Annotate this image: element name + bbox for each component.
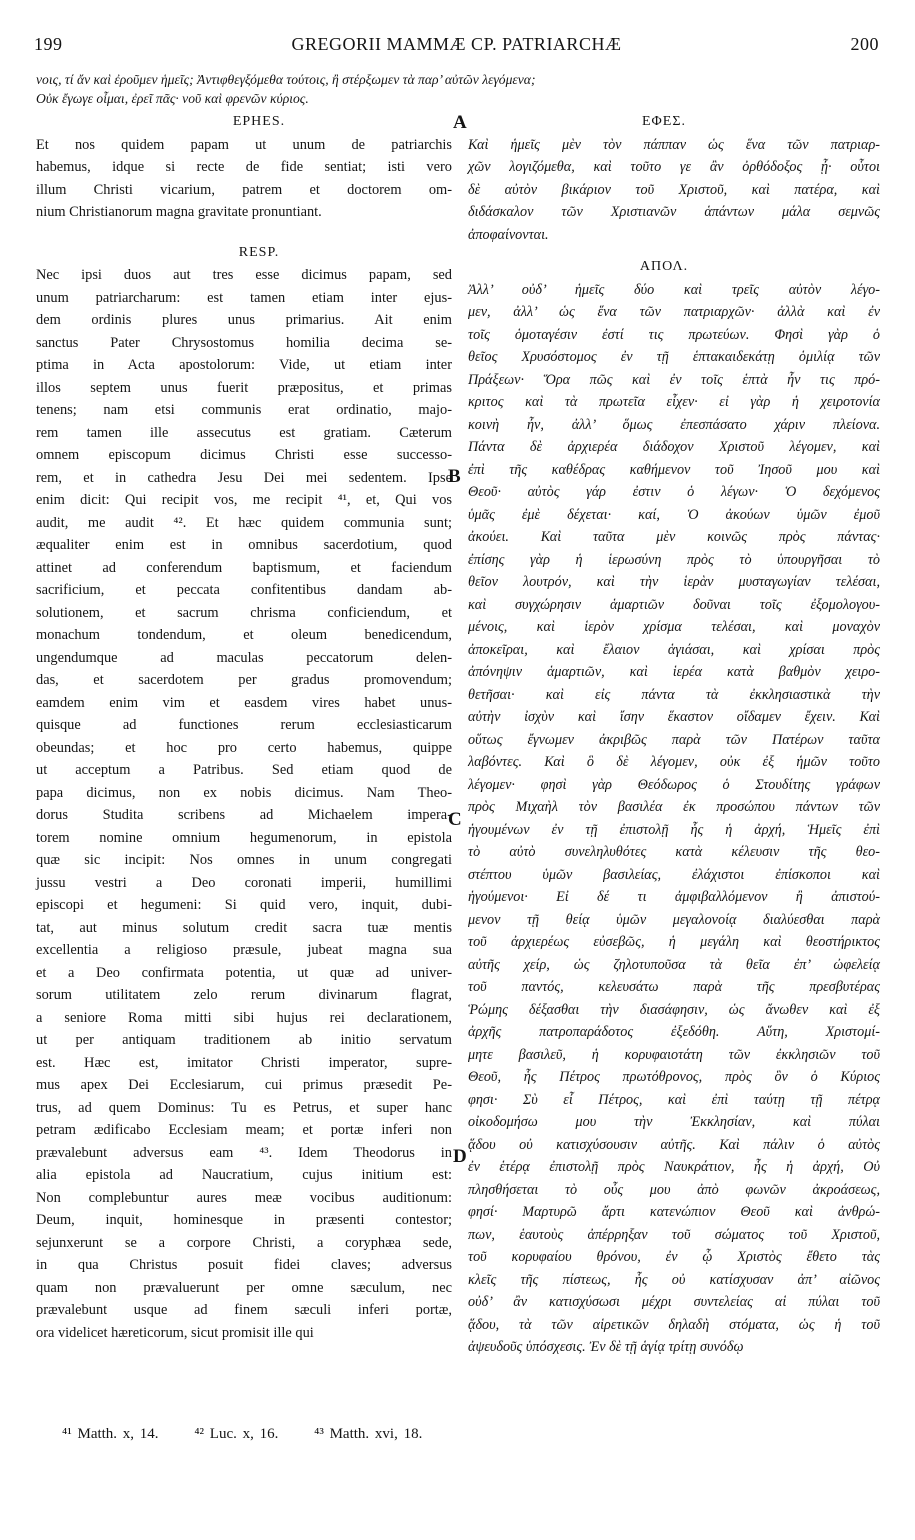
ephes-paragraph-greek [468,134,880,247]
section-heading-ephes-greek: ΕΦΕΣ. [642,114,686,129]
text-line: rem tamen ille assecutus est gratiam. Cæterum [36,424,452,441]
text-line: in qua Christus posuit fidei claves; adversus [36,1257,452,1273]
margin-letter-a: A [453,112,467,133]
text-line: prævalebunt adversus eam ⁴³. Idem Theodorus in [36,1144,452,1161]
text-line: λαβόντες. Καὶ ὃ δὲ λέγομεν, οὐκ ἐξ ἡμῶν τοῦτο [468,754,880,770]
text-line: ᾅδου οὐ κατισχύσουσιν αὐτῆς. Καὶ πάλιν ὁ αὐτὸς [468,1136,880,1153]
text-line: attinet ad conferendum baptismum, et faciendum [36,559,452,576]
text-line: et a Deo confirmata potentia, ut quæ ad univer- [36,964,452,981]
text-line: quæ sic incipit: Nos omnes in unum congregati [36,852,452,868]
text-line: δὲ αὐτὸν βικάριον τοῦ Χριστοῦ, καὶ πατέρα, καὶ [468,181,880,198]
text-line: μενον τῇ θείᾳ ὑμῶν μεγαλονοίᾳ διαλύεσθαι παρὰ [468,911,880,928]
text-line: obeundas; et hoc pro certo habemus, quippe [36,739,452,756]
margin-letter-c: C [448,809,462,830]
text-line: οἰκοδομήσω μου τὴν Ἐκκλησίαν, καὶ πύλαι [468,1114,880,1130]
ephes-paragraph-latin [36,134,452,224]
footnote: ⁴¹ Matth. x, 14. [62,1426,159,1442]
text-line: στέπτου ὑμῶν βασιλείας, ἐλάχιστοι ἐπίσκοποι καὶ [468,866,880,883]
text-line: ᾅδου, τὰ τῶν αἱρετικῶν δηλαδὴ στόματα, ὡς ἡ τοῦ [468,1316,880,1333]
text-line: χῶν λογιζόμεθα, καὶ τοῦτο γε ἂν ὀρθόδοξος ᾖ· οὗτοι [468,159,880,175]
text-line: αὐτῆς χείρ, ὡς ζηλοτυποῦσα τὰ θεῖα ἐπ’ ὠφελείᾳ [468,956,880,973]
text-line: θεῖος Χρυσόστομος ἐν τῇ ἑπτακαιδεκάτῃ ὁμιλίᾳ τῶν [468,349,880,365]
text-line: est. Hæc est, imitator Christi imperator, supre- [36,1054,452,1071]
page-number-right: 200 [850,34,879,54]
text-line: petram ædificabo Ecclesiam meam; et portæ inferi non [36,1122,452,1138]
text-line: Non complebuntur aures meæ vocibus auditionum: [36,1189,452,1206]
text-line: κριτος καὶ τὰ πρωτεῖα εἶχεν· εἰ γὰρ ἡ χειροτονία [468,394,880,410]
text-line: ἐν ἑτέρᾳ ἐπιστολῇ πρὸς Ναυκράτιον, ἧς ἡ ἀρχή, Οὐ [468,1159,880,1175]
text-line: tat, aut minus solutum credit sacra tuæ mentis [36,919,452,936]
text-line: Ἀλλ’ οὐδ’ ἡμεῖς δύο καὶ τρεῖς αὐτὸν λέγο- [468,281,880,298]
text-line: a seniore Roma mitti sibi hujus rei declarationem, [36,1009,452,1026]
text-line: ut acceptum a Patribus. Sed etiam quod de [36,762,452,778]
text-line: οὐδ’ ἂν κατισχύσωσι μέχρι συντελείας αἱ πύλαι τοῦ [468,1294,880,1310]
text-line: νοις, τί ἄν καὶ ἐροῦμεν ἡμεῖς; Ἀντιφθεγξόμεθα τούτοις, ἢ στέρξωμεν τὰ παρ’ αὐτῶν λεγόμενα; [36,72,536,87]
text-line: æqualiter enim est in omnibus sacerdotium, quod [36,537,452,553]
text-line: ungendumque ad maculas peccatorum delen- [36,649,452,666]
text-line: ptima in Acta apostolorum: Vide, ut etiam inter [36,357,452,373]
text-line: dorus Studita scribens ad Michaelem impera- [36,807,452,823]
text-line: φησί· Μαρτυρῶ ἄρτι κατενώπιον Θεοῦ καὶ ἀνθρώ- [468,1204,880,1220]
footnotes [62,1426,762,1443]
margin-letter-d: D [453,1146,467,1167]
text-line: nium Christianorum magna gravitate pronuntiant. [36,204,322,220]
text-line: ut per antiquam traditionem ab initio servatum [36,1032,452,1048]
section-heading-ephes: EPHES. [232,114,286,129]
text-line: solutionem, et sacrum chrisma conficiendum, et [36,604,452,621]
text-line: sacrificium, et peccata confitentibus dandam ab- [36,582,452,598]
text-line: τοῦ ἀρχιερέως εὐσεβῶς, ἡ μεγάλη καὶ θεοστήρικτος [468,934,880,950]
section-heading-resp: RESP. [238,244,280,260]
text-line: omnem episcopum dicimus Christi esse successo- [36,447,452,463]
text-line: φησι· Σὺ εἶ Πέτρος, καὶ ἐπὶ ταύτῃ τῇ πέτρᾳ [468,1091,880,1108]
text-line: τοῦ παντός, κελευσάτω παρὰ τῆς πρεσβυτέρας [468,979,880,995]
text-line: unum patriarcharum: est tamen etiam inter ejus- [36,289,452,306]
text-line: illum Christi vicarium, patrem et doctorem om- [36,181,452,198]
text-line: Πράξεων· Ὅρα πῶς καὶ ἐν τοῖς ἑπτὰ ἦν τις πρό- [468,371,880,388]
text-line: διδάσκαλον τῶν Χριστιανῶν ἁπάντων μάλα σεμνῶς [468,204,880,220]
page-number-left: 199 [34,34,63,54]
text-line: Nec ipsi duos aut tres esse dicimus papam, sed [36,267,452,283]
text-line: monachum tondendum, et oleum benedicendum, [36,627,452,643]
text-line: Θεοῦ, ἧς Πέτρος πρωτόθρονος, πρὸς ὃν ὁ Κύριος [468,1069,880,1085]
text-line: ἀποφαίνονται. [468,226,549,243]
text-line: sejunxerunt se a corpore Christi, a coryphæa sede, [36,1234,452,1251]
text-line: sanctus Pater Chrysostomus homilia decima se- [36,334,452,351]
text-line: excellentia a religioso præsule, jubeat magna sua [36,942,452,958]
text-line: τὸ αὐτὸ συνεληλυθότες κατὰ κέλευσιν τῆς θεο- [468,844,880,860]
text-line: Ῥώμης δέξασθαι τὴν διασάφησιν, ὡς ἄνωθεν καὶ ἐξ [468,1001,880,1018]
resp-paragraph-latin [36,264,452,1344]
text-line: habemus, idque si recte de fide sentiat; isti vero [36,159,452,175]
text-line: eamdem enim vim et easdem vires habet unus- [36,694,452,711]
margin-letter-b: B [448,466,461,487]
text-line: πλησθήσεται τὸ οὖς μου ἀπὸ φωνῶν ἀκροάσεως, [468,1181,880,1198]
text-line: rem, et in cathedra Jesu Dei mei sedentem. Ipse [36,469,452,486]
text-line: dem ordinis plures unus primarius. Ait enim [36,312,452,328]
text-line: Καὶ ἡμεῖς μὲν τὸν πάππαν ὡς ἕνα τῶν πατριαρ- [468,136,880,153]
text-line: ora videlicet hæreticorum, sicut promisit ille qui [36,1324,314,1341]
text-line: τοῦ κορυφαίου θρόνου, ἐν ᾧ Χριστὸς ἔθετο τὰς [468,1249,880,1265]
text-line: μένοις, καὶ ἱερὸν χρίσμα τελέσαι, καὶ μοναχὸν [468,619,880,635]
text-line: μητε βασιλεῦ, ἡ κορυφαιοτάτη τῶν ἐκκλησιῶν τοῦ [468,1046,880,1063]
text-line: sorum utilitatem zelo rerum divinarum flagrat, [36,987,452,1003]
text-line: ἐπὶ τῆς καθέδρας καθήμενον τοῦ Ἰησοῦ μου καὶ [468,461,880,478]
text-line: λέγομεν· φησὶ γὰρ Θεόδωρος ὁ Στουδίτης γράφων [468,776,880,793]
text-line: καὶ συγχώρησιν ἁμαρτιῶν δοῦναι τοῖς ἐξομολογου- [468,596,880,613]
footnote: ⁴³ Matth. xvi, 18. [314,1426,423,1442]
latin-column [36,111,452,1344]
text-line: episcopi et hegumeni: Si quid vero, inquit, dubi- [36,897,452,913]
greek-column [468,111,880,1359]
section-heading-apol: ΑΠΟΛ. [639,259,689,274]
text-line: audit, me audit ⁴². Et hæc quidem communia sunt; [36,514,452,531]
text-line: ἀψευδοῦς ὑπόσχεσις. Ἐν δὲ τῇ ἁγίᾳ τρίτῃ συνόδῳ [468,1339,744,1355]
text-line: mus apex Dei Ecclesiarum, cui primus præsedit Pe- [36,1077,452,1093]
apol-paragraph-greek [468,279,880,1359]
text-line: trus, ad quem Dominus: Tu es Petrus, et super hanc [36,1099,452,1116]
text-line: prævalebunt usque ad finem sæculi inferi portæ, [36,1302,452,1318]
text-line: ἐπίσης γὰρ ἡ ἱερωσύνη πρὸς τὸ ὑπουργῆσαι τὸ [468,551,880,568]
running-head [34,34,879,60]
running-title: GREGORII MAMMÆ CP. PATRIARCHÆ [291,34,622,54]
text-line: πρὸς Μιχαὴλ τὸν βασιλέα ἐκ προσώπου πάντων τῶν [468,799,880,815]
text-line: Πάντα δὲ ἀρχιερέα διάδοχον Χριστοῦ λέγομεν, καὶ [468,439,880,455]
text-line: ἡγουμένων ἐν τῇ ἐπιστολῇ ἧς ἡ ἀρχή, Ἡμεῖς ἐπὶ [468,821,880,838]
text-line: illos septem unus fuerit præpositus, et primas [36,379,452,396]
text-line: τοῖς ὁμοταγέσιν ἐστί τις πρωτεύων. Φησὶ γὰρ ὁ [468,326,880,343]
text-line: οὕτως ἔγνωμεν ἀκριβῶς παρὰ τῶν Πατέρων ταῦτα [468,731,880,748]
text-line: das, et sacerdotem per gradus promovendum; [36,672,452,688]
text-line: ἡγούμενοι· Εἰ δέ τι ἀμφιβαλλόμενον ἢ ἀπιστού- [468,889,880,905]
text-line: αὐτὴν ἰσχὺν καὶ ἴσην ἕκαστον οἴδαμεν ἔχειν. Καὶ [468,709,880,725]
text-line: ἀποκεῖραι, καὶ ἔλαιον ἁγιάσαι, καὶ χρίσαι πρὸς [468,641,880,658]
text-line: jussu vestri a Deo coronati imperii, humillimi [36,874,452,891]
text-line: torem nomine omnium hegumenorum, in epistola [36,829,452,846]
text-line: alia epistola ad Naucratium, cujus initium est: [36,1167,452,1183]
text-line: πων, ἑαυτοὺς ἀπέρρηξαν τοῦ σώματος τοῦ Χριστοῦ, [468,1226,880,1243]
text-line: ἀκούει. Καὶ ταῦτα μὲν κοινῶς πρὸς πάντας· [468,529,880,545]
footnote: ⁴² Luc. x, 16. [194,1426,279,1442]
text-line: ἀρχῆς πατροπαράδοτος ἐξεδόθη. Αὕτη, Χριστομί- [468,1024,880,1040]
text-line: ἀπόνηψιν ἁμαρτιῶν, καὶ ἱερέα κατὰ βαθμὸν χειρο- [468,664,880,680]
text-line: papa dicimus, non ex nobis dicimus. Nam Theo- [36,784,452,801]
text-line: θετῆσαι· καὶ εἰς πάντα τὰ ἐκκλησιαστικὰ τὴν [468,686,880,703]
text-line: Οὐκ ἔγωγε οἶμαι, ἐρεῖ πᾶς· νοῦ καὶ φρενῶν κύριος. [36,91,309,106]
text-line: ὑμᾶς ἐμὲ δέχεται· καί, Ὁ ἀκούων ὑμῶν ἐμοῦ [468,506,880,523]
text-line: κοινὴ ἦν, ἀλλ’ ὅμως ἐπεσπάσατο χάριν πλείονα. [468,416,880,433]
text-line: Et nos quidem papam ut unum de patriarchis [36,136,452,153]
text-line: quam non prævaluerunt per omne sæculum, nec [36,1279,452,1296]
text-line: quisque ad functiones rerum ecclesiasticarum [36,717,452,733]
text-line: tenens; nam etsi communis erat ordinatio, majo- [36,402,452,418]
text-line: Deum, inquit, hominesque in præsenti contestor; [36,1212,452,1228]
text-line: κλεῖς τῆς πίστεως, ἧς οὐ κατίσχυσαν ἀπ’ αἰῶνος [468,1271,880,1288]
greek-continuation [36,70,881,108]
text-line: Θεοῦ· αὐτὸς γάρ ἐστιν ὁ λέγων· Ὁ δεχόμενος [468,484,880,500]
text-line: μεν, ἀλλ’ ὡς ἕνα τῶν πατριαρχῶν· ἀλλὰ καὶ ἐν [468,304,880,320]
text-line: θεῖον λουτρόν, καὶ τὴν ἱερὰν μυσταγωγίαν τελέσαι, [468,574,880,590]
text-line: enim dicit: Qui recipit vos, me recipit ⁴¹, et, Qui vos [36,492,452,508]
